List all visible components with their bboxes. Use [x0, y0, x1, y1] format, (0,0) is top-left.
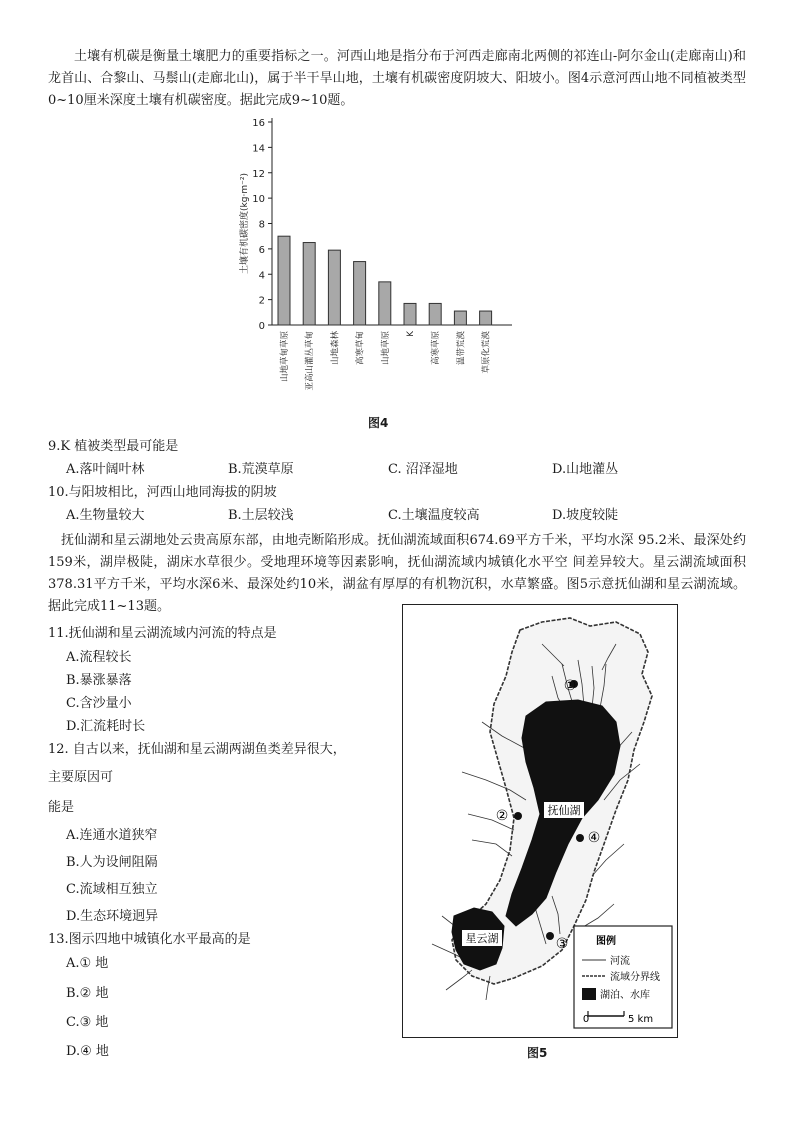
question-12-stem-line1: 12. 自古以来，抚仙湖和星云湖两湖鱼类差异很大， — [48, 742, 346, 757]
y-axis-label: 土壤有机碳密度(kg·m⁻²) — [240, 173, 250, 274]
question-13-option-b[interactable]: B.② 地 — [66, 986, 109, 1001]
question-9-stem: 9.K 植被类型最可能是 — [48, 439, 179, 454]
figure-5-caption: 图5 — [527, 1046, 548, 1060]
y-tick-label: 12 — [252, 168, 265, 180]
passage-2: 抚仙湖和星云湖地处云贵高原东部，由地壳断陷形成。抚仙湖流域面积674.69平方千米，平均水深 95.2米、最深处约159米，湖岸极陡，湖床水草很少。受地理环境等因素影响，抚仙湖流域内城镇化水平空 间差异较大。星云湖流域面积378.31平方千米，平均水深6米、最深处约10米，湖盆有厚厚的有机物沉积，水草繁盛。图5示意抚仙湖和星云湖流域。据此完成11~13题。 — [48, 533, 746, 614]
x-tick-label: 山地草原 — [380, 331, 391, 366]
y-tick-label: 14 — [252, 143, 265, 155]
point-4-label: ④ — [587, 830, 601, 846]
point-3-dot — [546, 932, 554, 940]
figure-5-watershed-map — [402, 604, 678, 1038]
question-11-option-c[interactable]: C.含沙量小 — [66, 696, 132, 711]
question-10-option-a[interactable]: A.生物量较大 — [66, 508, 145, 523]
question-12-stem-line3: 能是 — [48, 800, 75, 815]
bar-8 — [454, 311, 466, 325]
x-tick-label: K — [406, 331, 416, 337]
scale-distance-label: 5 km — [628, 1014, 654, 1025]
y-tick-label: 8 — [258, 219, 265, 231]
question-11-option-d[interactable]: D.汇流耗时长 — [66, 719, 146, 734]
question-11-stem: 11.抚仙湖和星云湖流域内河流的特点是 — [48, 626, 277, 641]
bar-6 — [404, 303, 416, 325]
question-12-option-a[interactable]: A.连通水道狭窄 — [66, 828, 158, 843]
question-13-option-c[interactable]: C.③ 地 — [66, 1015, 109, 1030]
x-tick-label: 草原化荒漠 — [481, 331, 492, 374]
point-4-dot — [576, 834, 584, 842]
question-10-option-d[interactable]: D.坡度较陡 — [552, 508, 619, 523]
bar-1 — [278, 236, 290, 325]
question-9-option-c[interactable]: C. 沼泽湿地 — [388, 462, 458, 477]
question-13-option-a[interactable]: A.① 地 — [66, 956, 109, 971]
y-tick-label: 6 — [258, 244, 265, 256]
point-3-label: ③ — [555, 936, 569, 952]
question-12-stem-line2: 主要原因可 — [48, 770, 114, 785]
map-legend — [574, 926, 672, 1028]
bar-3 — [328, 250, 340, 325]
legend-title: 图例 — [596, 936, 616, 947]
question-9-option-a[interactable]: A.落叶阔叶林 — [66, 462, 145, 477]
figure-4-bar-chart — [228, 112, 528, 422]
question-12-option-d[interactable]: D.生态环境迥异 — [66, 909, 159, 924]
y-tick-label: 10 — [252, 194, 265, 206]
x-tick-label: 山地草甸草原 — [280, 331, 290, 383]
question-9-option-b[interactable]: B.荒漠草原 — [228, 462, 294, 477]
question-13-stem: 13.图示四地中城镇化水平最高的是 — [48, 932, 251, 947]
y-tick-label: 4 — [258, 270, 265, 282]
fuxian-lake-label: 抚仙湖 — [547, 804, 581, 817]
question-10-stem: 10.与阳坡相比，河西山地同海拔的阴坡 — [48, 485, 277, 500]
x-tick-label: 高寒草原 — [431, 331, 442, 366]
bar-7 — [429, 303, 441, 325]
bar-2 — [303, 243, 315, 325]
figure-4-caption: 图4 — [368, 416, 389, 430]
point-2-label: ② — [495, 808, 509, 824]
bar-9 — [480, 311, 492, 325]
passage-1: 土壤有机碳是衡量土壤肥力的重要指标之一。河西山地是指分布于河西走廊南北两侧的祁连山-阿尔金山(走廊南山)和龙首山、合黎山、马鬃山(走廊北山)，属于半干旱山地，土壤有机碳密度阴坡大、阳坡小。图4示意河西山地不同植被类型0~10厘米深度土壤有机碳密度。据此完成9~10题。 — [48, 49, 746, 108]
y-tick-label: 16 — [252, 118, 265, 129]
question-12-option-c[interactable]: C.流域相互独立 — [66, 882, 158, 897]
question-11-option-a[interactable]: A.流程较长 — [66, 650, 132, 665]
y-tick-label: 2 — [258, 295, 265, 307]
x-tick-label: 温带荒漠 — [456, 331, 467, 366]
question-11-option-b[interactable]: B.暴涨暴落 — [66, 673, 132, 688]
legend-boundary-label: 流域分界线 — [610, 972, 660, 983]
x-tick-label: 高寒草甸 — [355, 331, 366, 366]
question-10-option-b[interactable]: B.土层较浅 — [228, 508, 294, 523]
y-tick-label: 0 — [258, 321, 265, 332]
bar-5 — [379, 282, 391, 325]
scale-zero-label: 0 — [582, 1014, 590, 1025]
x-tick-label: 亚高山灌丛草甸 — [305, 331, 316, 391]
question-9-option-d[interactable]: D.山地灌丛 — [552, 462, 619, 477]
legend-lake-label: 湖泊、水库 — [600, 990, 650, 1001]
bar-4 — [354, 262, 366, 325]
question-12-option-b[interactable]: B.人为设闸阻隔 — [66, 855, 158, 870]
point-2-dot — [514, 812, 522, 820]
point-1-label: ① — [563, 678, 577, 694]
question-10-option-c[interactable]: C.土壤温度较高 — [388, 508, 480, 523]
xingyun-lake-label: 星云湖 — [465, 932, 499, 945]
legend-river-label: 河流 — [610, 956, 630, 967]
question-13-option-d[interactable]: D.④ 地 — [66, 1044, 109, 1059]
x-tick-label: 山地森林 — [330, 331, 341, 366]
